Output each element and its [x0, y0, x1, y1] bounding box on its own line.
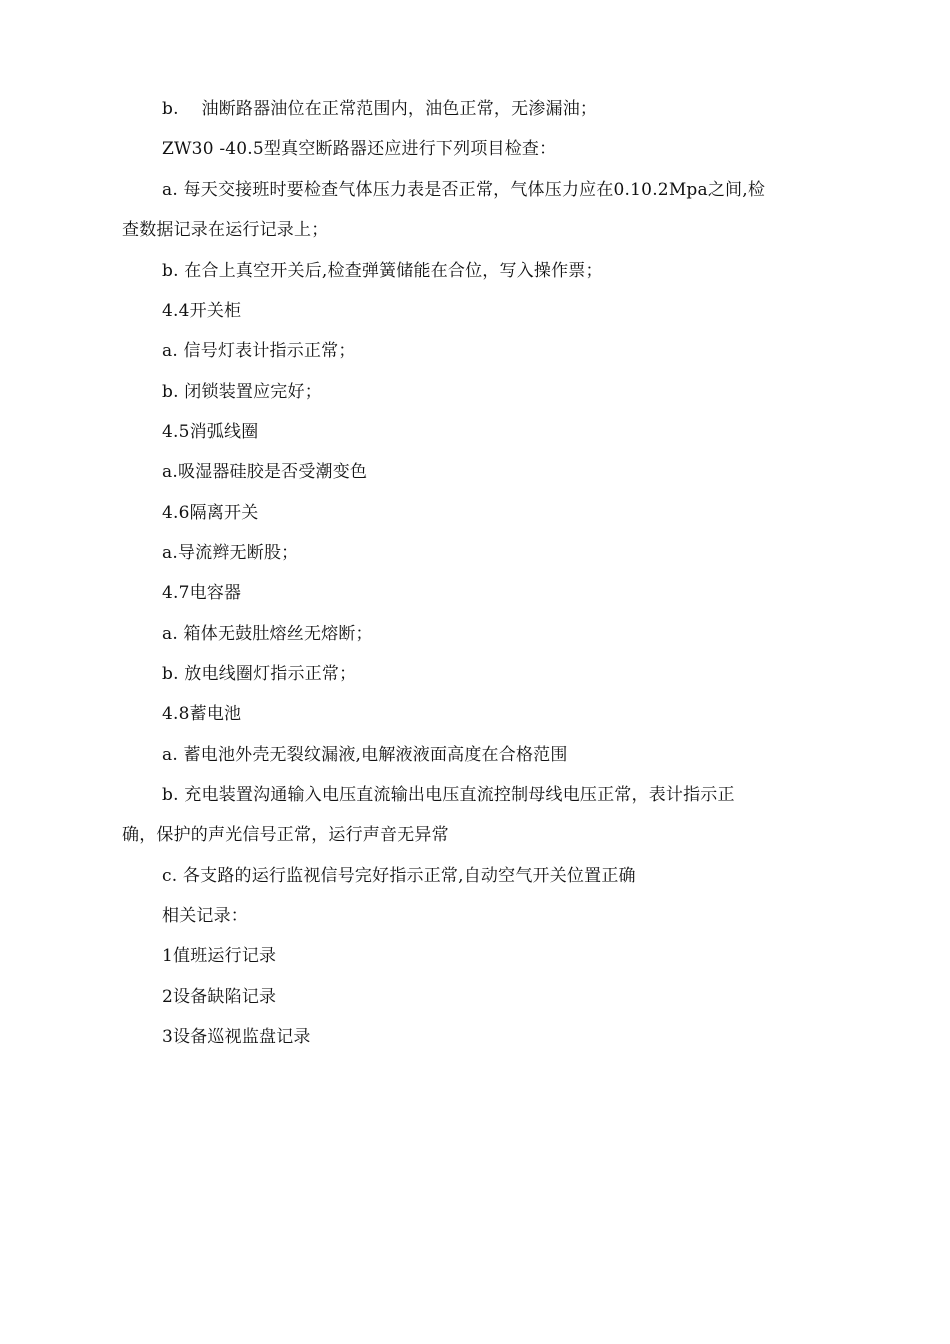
isolator-item-a: a.导流辫无断股； — [162, 543, 299, 563]
related-record-2: 2设备缺陷记录 — [162, 987, 277, 1007]
section-heading-switchgear: 4.4开关柜 — [162, 301, 242, 321]
section-heading-isolator: 4.6隔离开关 — [162, 503, 259, 523]
section-heading-arc-coil: 4.5消弧线圈 — [162, 422, 259, 442]
section-heading-capacitor: 4.7电容器 — [162, 583, 242, 603]
battery-item-b: b. 充电装置沟通输入电压直流输出电压直流控制母线电压正常，表计指示正 — [162, 785, 735, 805]
section-heading-battery: 4.8蓄电池 — [162, 704, 242, 724]
battery-item-c: c. 各支路的运行监视信号完好指示正常,自动空气开关位置正确 — [162, 866, 636, 886]
related-record-3: 3设备巡视监盘记录 — [162, 1027, 311, 1047]
gas-pressure-check-line: a. 每天交接班时要检查气体压力表是否正常，气体压力应在0.10.2Mpa之间,检 — [162, 180, 766, 200]
capacitor-item-a: a. 箱体无鼓肚熔丝无熔断； — [162, 624, 373, 644]
switchgear-item-a: a. 信号灯表计指示正常； — [162, 341, 356, 361]
battery-item-a: a. 蓄电池外壳无裂纹漏液,电解液液面高度在合格范围 — [162, 745, 568, 765]
capacitor-item-b: b. 放电线圈灯指示正常； — [162, 664, 357, 684]
battery-item-b-continuation: 确，保护的声光信号正常，运行声音无异常 — [122, 825, 449, 845]
related-records-heading: 相关记录： — [162, 906, 248, 926]
vacuum-breaker-heading: ZW30 -40.5型真空断路器还应进行下列项目检查： — [162, 139, 557, 159]
oil-breaker-check-line: b. 油断路器油位在正常范围内，油色正常，无渗漏油； — [162, 99, 598, 119]
gas-pressure-check-continuation: 查数据记录在运行记录上； — [122, 220, 329, 240]
switchgear-item-b: b. 闭锁装置应完好； — [162, 382, 322, 402]
related-record-1: 1值班运行记录 — [162, 946, 277, 966]
spring-energy-check-line: b. 在合上真空开关后,检查弹簧储能在合位，写入操作票； — [162, 261, 603, 281]
arc-coil-item-a: a.吸湿器硅胶是否受潮变色 — [162, 462, 368, 482]
